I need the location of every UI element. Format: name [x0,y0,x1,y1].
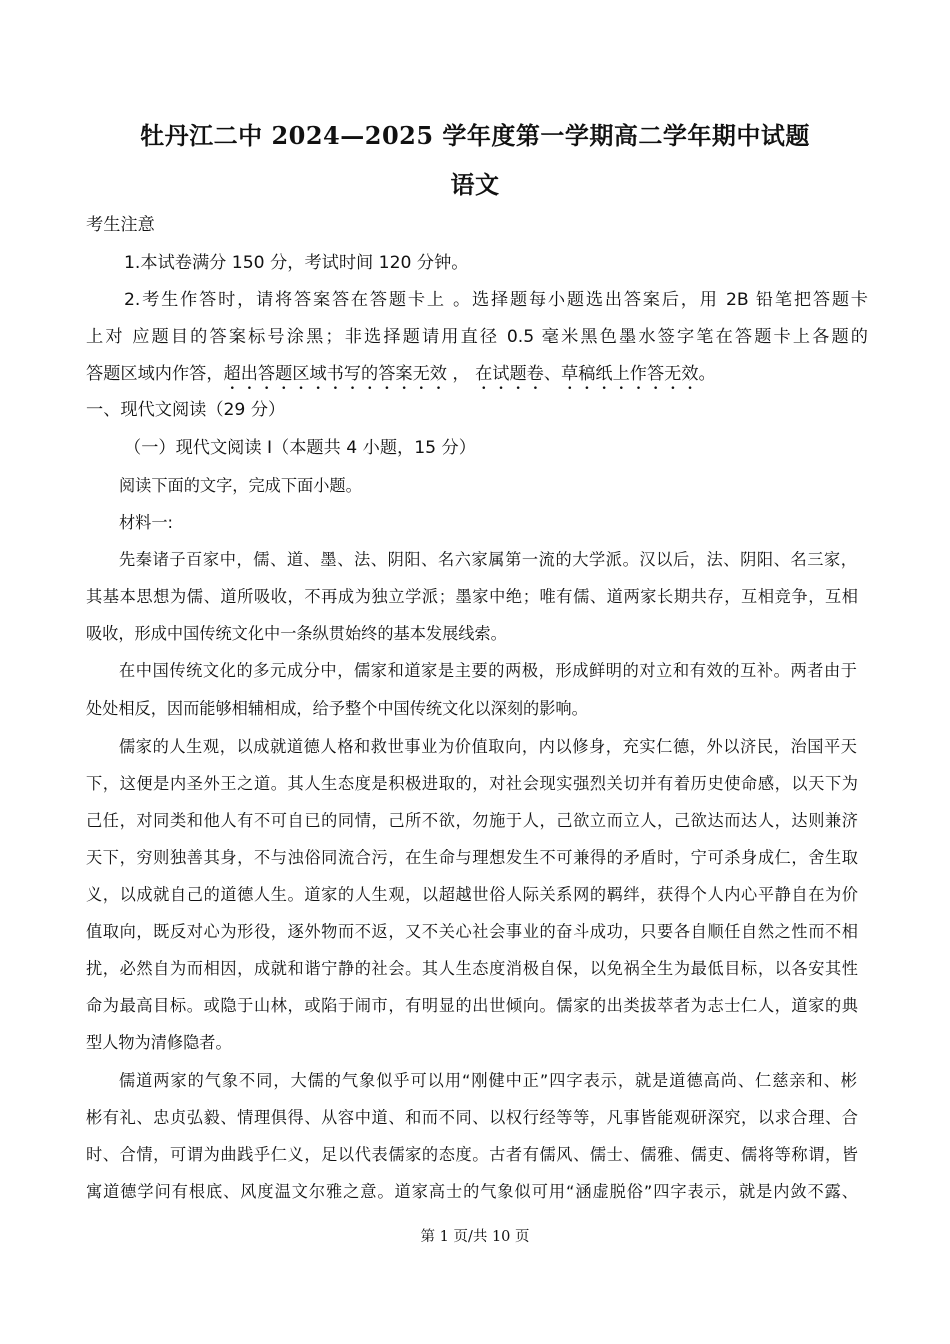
notice-heading: 考生注意 [86,215,155,235]
material-label: 材料一: [119,513,174,532]
body-line: 值取向，既反对心为形役，逐外物而不返，又不关心社会事业的奋斗成功，只要各自顺任自然之性而不相 [86,922,858,941]
body-line: 在中国传统文化的多元成分中，儒家和道家是主要的两极，形成鲜明的对立和有效的互补。两者由于 [119,661,857,680]
notice-item-2-line-3-c: 。 [698,364,716,384]
reading-instruction: 阅读下面的文字，完成下面小题。 [119,476,362,495]
body-line: 命为最高目标。或隐于山林，或陷于闹市，有明显的出世倾向。儒家的出类拔萃者为志士仁人，道家的典 [86,996,858,1015]
page-number: 第 1 页/共 10 页 [420,1229,530,1245]
section-heading: 一、现代文阅读（29 分） [86,400,286,420]
body-line: 儒道两家的气象不同，大儒的气象似乎可以用“刚健中正”四字表示，就是道德高尚、仁慈亲和、彬 [119,1071,857,1090]
body-line: 天下，穷则独善其身，不与浊俗同流合污，在生命与理想发生不可兼得的矛盾时，宁可杀身成仁，舍生取 [86,848,858,867]
body-line: 扰，必然自为而相因，成就和谐宁静的社会。其人生态度消极自保，以免祸全生为最低目标，以各安其性 [86,959,858,978]
body-line: 处处相反，因而能够相辅相成，给予整个中国传统文化以深刻的影响。 [86,699,588,718]
body-line: 儒家的人生观，以成就道德人格和救世事业为价值取向，内以修身，充实仁德，外以济民，治国平天 [119,737,857,756]
body-line: 己任，对同类和他人有不可自已的同情，己所不欲，勿施于人，己欲立而立人，己欲达而达人，达则兼济 [86,811,858,830]
body-line: 义，以成就自己的道德人生。道家的人生观，以超越世俗人际关系网的羁绊，获得个人内心平静自在为价 [86,885,858,904]
notice-item-2-line-1: 2.考生作答时，请将答案答在答题卡上 。选择题每小题选出答案后，用 2B 铅笔把答题卡 [124,290,868,310]
body-line: 时、合情，可谓为曲践乎仁义，足以代表儒家的态度。古者有儒风、儒士、儒雅、儒吏、儒将等称谓，皆 [86,1145,858,1164]
body-line: 型人物为清修隐者。 [86,1033,232,1052]
notice-item-1: 1.本试卷满分 150 分，考试时间 120 分钟。 [124,253,469,273]
body-line: 寓道德学问有根底、风度温文尔雅之意。道家高士的气象似可用“涵虚脱俗”四字表示，就是内敛不露、 [86,1182,858,1201]
notice-item-2-line-3-a: 答题区域内作答， [86,364,224,384]
body-line: 彬有礼、忠贞弘毅、情理俱得、从容中道、和而不同、以权行经等等，凡事皆能观研深究，以求合理、合 [86,1108,858,1127]
body-line: 其基本思想为儒、道所吸收，不再成为独立学派；墨家中绝；唯有儒、道两家长期共存，互相竞争，互相 [86,587,858,606]
body-line: 吸收，形成中国传统文化中一条纵贯始终的基本发展线索。 [86,624,507,643]
subject-title: 语文 [450,170,500,199]
page-title: 牡丹江二中 2024—2025 学年度第一学期高二学年期中试题 [140,121,810,150]
body-line: 先秦诸子百家中，儒、道、墨、法、阴阳、名六家属第一流的大学派。汉以后，法、阴阳、名三家， [119,550,857,569]
notice-emphasis-text: 超出答题区域书写的答案无效 ， 在试题卷、草稿纸上作答无效 [223,364,699,384]
sub-section-heading: （一）现代文阅读 I（本题共 4 小题，15 分） [124,438,476,458]
notice-item-2-line-2: 上对 应题目的答案标号涂黑；非选择题请用直径 0.5 毫米黑色墨水签字笔在答题卡上各题的 [86,327,868,347]
notice-item-2-line-3 [86,362,716,394]
body-line: 下，这便是内圣外王之道。其人生态度是积极进取的，对社会现实强烈关切并有着历史使命感，以天下为 [86,774,858,793]
